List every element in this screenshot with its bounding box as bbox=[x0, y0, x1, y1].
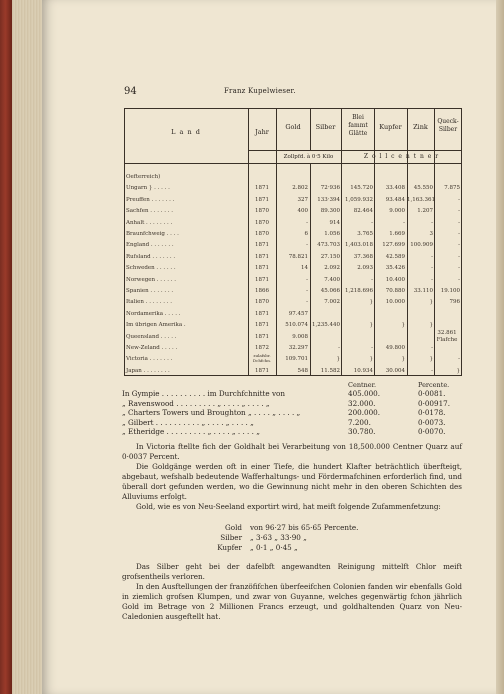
cell-kupfer: 30.004 bbox=[385, 367, 405, 374]
cell-land: Queensland . . . . . bbox=[126, 333, 177, 340]
production-table bbox=[124, 108, 462, 376]
cell-kupfer: 9.000 bbox=[389, 208, 405, 215]
stats-label: „ Ravenswood . . . . . . . . . „ . . . . „ . . . . „ bbox=[122, 398, 270, 408]
cell-silber: 2.092 bbox=[324, 265, 340, 272]
cell-land: England . . . . . . . bbox=[126, 242, 174, 249]
cell-gold: 510.074 bbox=[285, 322, 308, 329]
cell-blei: } bbox=[369, 299, 373, 306]
cell-jahr: 1871 bbox=[255, 253, 269, 260]
cell-jahr: 1871 bbox=[255, 242, 269, 249]
paragraph-victoria: In Victoria ftellte fich der Goldhalt bei Verarbeitung von 18,500.000 Centner Quarz auf 0·0037 Percent. bbox=[122, 442, 462, 462]
cell-gold: 400 bbox=[297, 208, 308, 215]
cell-land: Nordamerika . . . . . bbox=[126, 310, 181, 317]
cell-gold: - bbox=[306, 242, 308, 249]
cell-silber: } bbox=[336, 356, 340, 363]
cell-silber: 45.066 bbox=[320, 288, 340, 294]
composition-range: von 96·27 bis 65·65 Percente. bbox=[250, 523, 359, 532]
cell-jahr: 1872 bbox=[255, 345, 269, 351]
cell-blei: 145.720 bbox=[350, 185, 373, 192]
stats-centner: 32.000. bbox=[348, 398, 376, 408]
cell-zink: 33.110 bbox=[413, 288, 433, 294]
cell-zink: 1.207 bbox=[417, 208, 433, 215]
stats-centner: 200.000. bbox=[348, 408, 381, 418]
cell-land: Anhalt . . . . . . . . bbox=[126, 219, 173, 226]
cell-zink: } bbox=[429, 356, 433, 363]
header-zink: Zink bbox=[413, 123, 428, 131]
cell-qs: - bbox=[458, 242, 460, 249]
stats-label: „ Gilbert . . . . . . . . . . „ . . . . „ . . . . „ bbox=[122, 417, 254, 427]
cell-silber: 1.056 bbox=[324, 231, 340, 237]
composition-element: Silber bbox=[220, 533, 242, 542]
cell-silber: 914 bbox=[329, 219, 340, 226]
paragraph-neuseeland: Gold, wie es von Neu-Seeland exportirt wird, hat meift folgende Zufammenfetzung: bbox=[136, 502, 441, 511]
cell-land: Norwegen . . . . . . bbox=[126, 276, 177, 283]
cell-gold: 97.457 bbox=[288, 310, 308, 317]
cell-land: New-Zeland . . . . . bbox=[126, 345, 178, 351]
cell-zink: - bbox=[431, 265, 433, 272]
paragraph-goldgaenge: Die Goldgänge werden oft in einer Tiefe, die hundert Klafter beträchtlich überfteigt, abgebaut, wefshalb bedeutende Wafferhaltungs- und Fördermafchinen erforderlich find, und überall dort gefunden werden, wo die Gewinnung nicht mehr in den oberen Schichten des Alluviums erfolgt. bbox=[122, 462, 462, 502]
cell-land: Preuffen . . . . . . . bbox=[126, 196, 175, 203]
cell-land: Spanien . . . . . . . bbox=[126, 288, 174, 294]
stats-label: „ Etheridge . . . . . . . . . „ . . . . „ . . . . „ bbox=[122, 427, 260, 437]
cell-jahr: 1870 bbox=[255, 208, 269, 215]
cell-silber: - bbox=[338, 345, 340, 351]
cell-gold: 32.297 bbox=[288, 345, 308, 351]
cell-jahr: 1866 bbox=[255, 288, 269, 294]
cell-silber: 7.002 bbox=[324, 299, 340, 306]
composition-element: Gold bbox=[225, 523, 242, 532]
cell-kupfer: 35.426 bbox=[385, 265, 405, 272]
cell-blei: } bbox=[369, 322, 373, 329]
paragraph-colonien: In den Ausftellungen der franzöfifchen überfeeifchen Colonien fanden wir ebenfalls Gold in ziemlich grofsen Klumpen, und zwar von Guyanne, welches gegenwärtig fchon jährlich Gold im Betrage von 2 Millionen Francs erzeugt, und goldhaltenden Quarz von Neu-Caledonien ausgeftellt hat. bbox=[122, 582, 462, 622]
stats-percent: 0·00917. bbox=[418, 398, 451, 408]
cell-gold: - bbox=[306, 276, 308, 283]
page-right-edge bbox=[496, 0, 504, 694]
cell-land: Italien . . . . . . . . bbox=[126, 299, 172, 306]
page-number: 94 bbox=[124, 86, 137, 97]
cell-blei: - bbox=[371, 219, 373, 226]
cell-blei: 37.368 bbox=[353, 253, 373, 260]
cell-zink: } bbox=[429, 299, 433, 306]
running-head: Franz Kupelwieser. bbox=[224, 87, 296, 95]
cell-land: Sachfen . . . . . . . bbox=[126, 208, 173, 215]
cell-kupfer: 42.589 bbox=[385, 253, 405, 260]
cell-zink: } bbox=[429, 322, 433, 329]
cell-qs: - bbox=[458, 196, 460, 203]
cell-qs: - bbox=[458, 356, 460, 363]
page-header bbox=[124, 86, 424, 98]
stats-percent: 0·0081. bbox=[418, 389, 446, 398]
cell-jahr: 1871 bbox=[255, 265, 269, 272]
cell-zink: 3 bbox=[429, 231, 433, 237]
table-top-rule bbox=[124, 108, 462, 109]
cell-silber: 72·936 bbox=[320, 185, 340, 192]
cell-blei: - bbox=[371, 345, 373, 351]
cell-land: Japan . . . . . . . . bbox=[126, 367, 170, 374]
cell-kupfer: 70.880 bbox=[385, 288, 405, 294]
cell-blei: 1,218.696 bbox=[345, 288, 373, 294]
paragraph-silber: Das Silber geht bei der dafelbft angewandten Reinigung mittelft Chlor meift grofsentheils verloren. bbox=[122, 562, 462, 582]
cell-qs: 7.875 bbox=[444, 185, 460, 192]
cell-blei: - bbox=[371, 276, 373, 283]
stats-col-centner: Centner. bbox=[348, 381, 377, 389]
cell-qs: - bbox=[458, 276, 460, 283]
stats-centner: 405.000. bbox=[348, 389, 381, 398]
cell-blei: 1,403.018 bbox=[345, 242, 373, 249]
table-unit-rule bbox=[248, 150, 462, 151]
table-right-rule bbox=[461, 108, 462, 376]
header-land: L a n d bbox=[171, 128, 201, 136]
cell-zink: - bbox=[431, 367, 433, 374]
cell-land: Schweden . . . . . . bbox=[126, 265, 176, 272]
cell-land: Rufsland . . . . . . . bbox=[126, 253, 176, 260]
cell-jahr: zulafsbr. Dchfchn. bbox=[252, 353, 272, 363]
stats-label: In Gympie . . . . . . . . . . im Durchfchnitte von bbox=[122, 389, 285, 398]
cell-qs: } bbox=[456, 367, 460, 374]
cell-qs: - bbox=[458, 219, 460, 226]
cell-gold: 548 bbox=[297, 367, 308, 374]
header-silber: Silber bbox=[315, 123, 336, 131]
cell-blei: } bbox=[369, 356, 373, 363]
cell-silber: 11.582 bbox=[320, 367, 340, 374]
cell-silber: 473.703 bbox=[317, 242, 340, 249]
cell-land: Ungarn } . . . . . bbox=[126, 185, 170, 192]
cell-jahr: 1871 bbox=[255, 196, 269, 203]
book-spine bbox=[0, 0, 12, 694]
cell-kupfer: 1.669 bbox=[389, 231, 405, 237]
cell-blei: 3.765 bbox=[357, 231, 373, 237]
cell-qs: - bbox=[458, 253, 460, 260]
cell-kupfer: 127.699 bbox=[382, 242, 405, 249]
cell-jahr: 1871 bbox=[255, 322, 269, 329]
cell-gold: 6 bbox=[304, 231, 308, 237]
cell-jahr: 1871 bbox=[255, 310, 269, 317]
cell-gold: - bbox=[306, 299, 308, 306]
cell-silber: 89.300 bbox=[320, 208, 340, 215]
cell-qs: 32.861 Flafche bbox=[436, 329, 458, 343]
cell-gold: 109.701 bbox=[285, 356, 308, 363]
cell-silber: 7.400 bbox=[324, 276, 340, 283]
cell-qs: - bbox=[458, 208, 460, 215]
cell-blei: 82.464 bbox=[353, 208, 373, 215]
cell-kupfer: 49.800 bbox=[385, 345, 405, 351]
cell-silber: 1,235.440 bbox=[312, 322, 340, 329]
cell-qs: 19.100 bbox=[440, 288, 460, 294]
cell-kupfer: } bbox=[401, 322, 405, 329]
page-edges bbox=[12, 0, 42, 694]
cell-silber: 27.150 bbox=[320, 253, 340, 260]
cell-qs: - bbox=[458, 231, 460, 237]
stats-centner: 30.780. bbox=[348, 427, 376, 437]
cell-gold: 9.008 bbox=[292, 333, 308, 340]
stats-label: „ Charters Towers und Broughton „ . . . . „ . . . . „ bbox=[122, 408, 301, 418]
cell-jahr: 1870 bbox=[255, 299, 269, 306]
stats-col-percent: Percente. bbox=[418, 381, 450, 389]
cell-jahr: 1871 bbox=[255, 367, 269, 374]
table-bottom-rule bbox=[124, 375, 462, 376]
cell-blei: 10.934 bbox=[353, 367, 373, 374]
cell-gold: 327 bbox=[297, 196, 308, 203]
cell-gold: 14 bbox=[301, 265, 308, 272]
unit-gold-silber: Zollpfd. à 0·5 Kilo bbox=[283, 154, 334, 160]
cell-gold: - bbox=[306, 288, 308, 294]
cell-zink: - bbox=[431, 253, 433, 260]
cell-land: Victoria . . . . . . . bbox=[126, 356, 173, 363]
header-jahr: Jahr bbox=[255, 128, 269, 136]
composition-element: Kupfer bbox=[217, 543, 242, 552]
stats-percent: 0·0070. bbox=[418, 427, 446, 437]
cell-kupfer: - bbox=[403, 219, 405, 226]
stats-centner: 7.200. bbox=[348, 417, 371, 427]
cell-jahr: 1871 bbox=[255, 185, 269, 192]
stats-percent: 0·0178. bbox=[418, 408, 446, 418]
cell-land: Im übrigen Amerika . bbox=[126, 322, 186, 329]
cell-land: Braunfchweig . . . . bbox=[126, 231, 179, 237]
table-left-rule bbox=[124, 108, 125, 376]
cell-zink: 1,163.361 bbox=[407, 196, 435, 203]
cell-kupfer: 93.484 bbox=[385, 196, 405, 203]
cell-zink: - bbox=[431, 219, 433, 226]
cell-gold: 78.821 bbox=[288, 253, 308, 260]
header-kupfer: Kupfer bbox=[379, 123, 402, 131]
header-blei: Blei fammt Glätte bbox=[348, 114, 368, 137]
header-gold: Gold bbox=[285, 123, 301, 131]
cell-zink: - bbox=[431, 345, 433, 351]
table-header-rule bbox=[124, 163, 462, 164]
cell-qs: 796 bbox=[449, 299, 460, 306]
cell-land: Oefterreich) bbox=[126, 174, 161, 180]
cell-kupfer: 33.408 bbox=[385, 185, 405, 192]
cell-gold: 2.802 bbox=[292, 185, 308, 192]
cell-kupfer: } bbox=[401, 356, 405, 363]
header-quecksilber: Queck-Silber bbox=[437, 118, 459, 133]
cell-qs: - bbox=[458, 265, 460, 272]
cell-zink: - bbox=[431, 276, 433, 283]
cell-zink: 45.550 bbox=[413, 185, 433, 192]
cell-zink: 100.909 bbox=[410, 242, 433, 249]
cell-kupfer: 10.400 bbox=[385, 276, 405, 283]
cell-jahr: 1871 bbox=[255, 276, 269, 283]
cell-blei: 1,059.932 bbox=[345, 196, 373, 203]
composition-range: „ 0·1 „ 0·45 „ bbox=[250, 543, 298, 552]
cell-jahr: 1870 bbox=[255, 231, 269, 237]
composition-range: „ 3·63 „ 33·90 „ bbox=[250, 533, 307, 542]
cell-gold: - bbox=[306, 219, 308, 226]
cell-jahr: 1871 bbox=[255, 333, 269, 340]
stats-percent: 0·0073. bbox=[418, 417, 446, 427]
cell-silber: 133·394 bbox=[317, 196, 340, 203]
cell-blei: 2.093 bbox=[357, 265, 373, 272]
cell-jahr: 1870 bbox=[255, 219, 269, 226]
cell-kupfer: 10.000 bbox=[385, 299, 405, 306]
unit-centner: Z o l l c e n t n e r bbox=[363, 153, 440, 160]
